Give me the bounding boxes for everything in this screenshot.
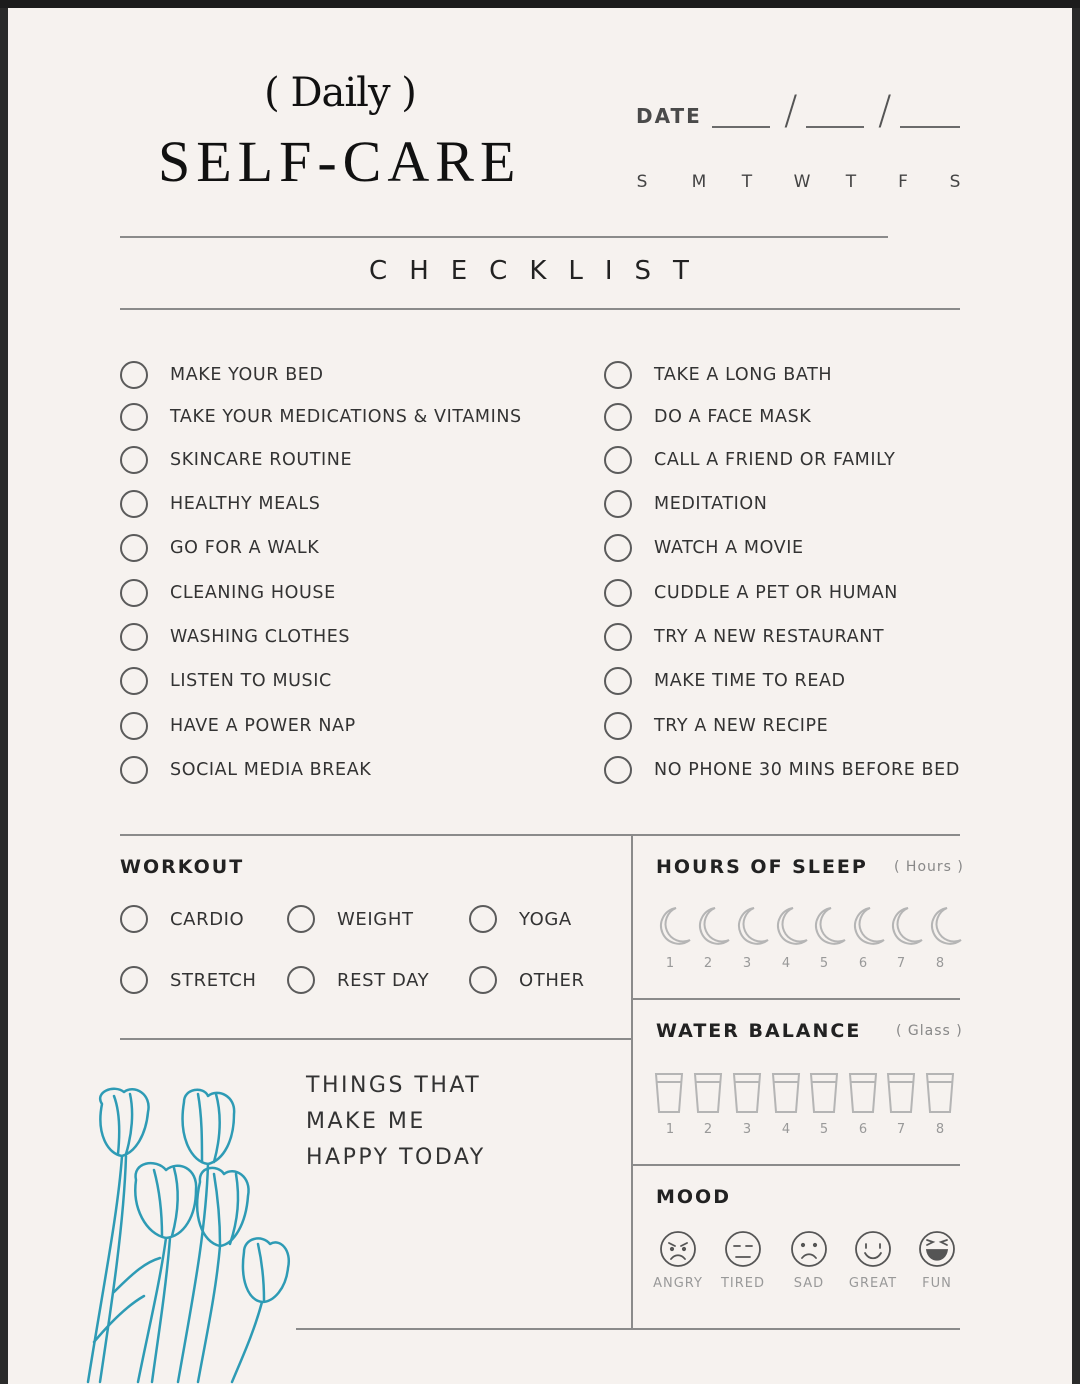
checklist-item[interactable] (120, 755, 371, 785)
checkbox-circle[interactable] (120, 667, 148, 695)
glass-icon (656, 1074, 682, 1112)
moon-icon (739, 908, 768, 944)
title-daily: ( Daily ) (264, 70, 416, 116)
happy-today-heading (306, 1068, 606, 1176)
moon-icon (661, 908, 690, 944)
checkbox-circle[interactable] (120, 403, 148, 431)
mood-label-angry: ANGRY (653, 1276, 703, 1291)
workout-label: STRETCH (170, 969, 257, 991)
workout-label: OTHER (519, 969, 585, 991)
workout-label: CARDIO (170, 908, 245, 930)
checklist-item[interactable] (120, 622, 350, 652)
water-number: 7 (896, 1122, 906, 1137)
checklist-label: LISTEN TO MUSIC (170, 671, 332, 691)
checkbox-circle[interactable] (120, 756, 148, 784)
checklist-label: DO A FACE MASK (654, 407, 812, 427)
checklist-label: MEDITATION (654, 494, 768, 514)
checkbox-circle[interactable] (604, 403, 632, 431)
checklist-item[interactable] (604, 622, 884, 652)
water-number: 8 (935, 1122, 945, 1137)
checkbox-circle[interactable] (604, 446, 632, 474)
date-slash-1: / (784, 88, 798, 134)
date-field-month[interactable] (712, 126, 770, 128)
checklist-item[interactable] (604, 402, 811, 432)
sleep-unit: ( Hours ) (894, 859, 964, 875)
divider-water (632, 1164, 960, 1166)
checkbox-circle[interactable] (120, 579, 148, 607)
sleep-number: 5 (819, 956, 829, 971)
divider-top (120, 236, 888, 238)
window-frame (0, 0, 1080, 8)
sleep-number: 6 (858, 956, 868, 971)
checklist-label: CLEANING HOUSE (170, 583, 336, 603)
moon-icon (700, 908, 729, 944)
mood-title: MOOD (656, 1186, 731, 1208)
checkbox-circle[interactable] (604, 623, 632, 651)
day-monday[interactable]: M (691, 172, 707, 192)
date-slash-2: / (878, 88, 892, 134)
day-tuesday[interactable]: T (741, 172, 753, 192)
workout-option-weight[interactable] (287, 904, 414, 934)
sleep-number: 1 (665, 956, 675, 971)
moon-icon (893, 908, 922, 944)
moon-icon (855, 908, 884, 944)
moon-icon (932, 908, 961, 944)
checkbox-circle[interactable] (604, 756, 632, 784)
checklist-item[interactable] (604, 666, 846, 696)
checkbox-circle[interactable] (604, 667, 632, 695)
checklist-label: CUDDLE A PET OR HUMAN (654, 583, 898, 603)
water-number: 6 (858, 1122, 868, 1137)
happy-notes-area[interactable] (306, 1188, 626, 1318)
checkbox-circle[interactable] (120, 623, 148, 651)
checkbox-circle[interactable] (604, 579, 632, 607)
workout-option-cardio[interactable] (120, 904, 244, 934)
date-field-year[interactable] (900, 126, 960, 128)
sleep-number: 2 (703, 956, 713, 971)
water-number: 3 (742, 1122, 752, 1137)
checkbox-circle[interactable] (604, 534, 632, 562)
checklist-label: SKINCARE ROUTINE (170, 450, 353, 470)
moon-icon (778, 908, 807, 944)
workout-label: WEIGHT (337, 908, 414, 930)
checklist-label: GO FOR A WALK (170, 538, 320, 558)
water-number: 2 (703, 1122, 713, 1137)
glass-icon (734, 1074, 760, 1112)
workout-label: REST DAY (337, 969, 430, 991)
checklist-label: MAKE TIME TO READ (654, 671, 846, 691)
checklist-item[interactable] (120, 666, 332, 696)
glass-icon (927, 1074, 953, 1112)
checklist-item[interactable] (120, 711, 356, 741)
checklist-item[interactable] (604, 445, 895, 475)
checkbox-circle[interactable] (120, 446, 148, 474)
checkbox-circle[interactable] (120, 712, 148, 740)
divider-workout (120, 1038, 632, 1040)
mood-label-fun: FUN (922, 1276, 952, 1291)
checkbox-circle[interactable] (469, 905, 497, 933)
water-number: 1 (665, 1122, 675, 1137)
checklist-label: HEALTHY MEALS (170, 494, 321, 514)
planner-page (8, 8, 1072, 1384)
glass-icon (888, 1074, 914, 1112)
checklist-item[interactable] (604, 360, 832, 390)
checklist-label: TAKE YOUR MEDICATIONS & VITAMINS (170, 407, 522, 427)
glass-icon (811, 1074, 837, 1112)
mood-label-sad: SAD (793, 1276, 825, 1291)
checklist-label: TRY A NEW RECIPE (654, 716, 829, 736)
sleep-number: 3 (742, 956, 752, 971)
mood-label-great: GREAT (848, 1276, 898, 1291)
checklist-title: CHECKLIST (369, 256, 711, 286)
checkbox-circle[interactable] (287, 966, 315, 994)
glass-icon (773, 1074, 799, 1112)
divider-vertical (631, 834, 633, 1330)
date-label: DATE (636, 104, 702, 128)
checkbox-circle[interactable] (120, 905, 148, 933)
day-friday[interactable]: F (898, 172, 908, 192)
divider-sleep (632, 998, 960, 1000)
checklist-item[interactable] (120, 402, 522, 432)
sleep-title: HOURS OF SLEEP (656, 856, 868, 878)
divider-footer (296, 1328, 960, 1330)
page-title: SELF-CARE (158, 129, 522, 194)
divider-checklist (120, 308, 960, 310)
checklist-item[interactable] (604, 755, 960, 785)
day-wednesday[interactable]: W (793, 172, 811, 192)
sleep-number: 7 (896, 956, 906, 971)
tired-face-icon (726, 1232, 760, 1266)
moon-icon (816, 908, 845, 944)
workout-option-yoga[interactable] (469, 904, 572, 934)
checklist-item[interactable] (604, 711, 828, 741)
water-title: WATER BALANCE (656, 1020, 862, 1042)
divider-bottom-section (120, 834, 960, 836)
water-number: 5 (819, 1122, 829, 1137)
checklist-label: WASHING CLOTHES (170, 627, 351, 647)
water-glasses[interactable] (654, 1070, 960, 1116)
checkbox-circle[interactable] (604, 712, 632, 740)
checklist-label: CALL A FRIEND OR FAMILY (654, 450, 896, 470)
checklist-label: WATCH A MOVIE (654, 538, 804, 558)
glass-icon (850, 1074, 876, 1112)
workout-option-other[interactable] (469, 965, 585, 995)
checklist-item[interactable] (120, 578, 336, 608)
water-unit: ( Glass ) (896, 1023, 963, 1039)
checkbox-circle[interactable] (604, 490, 632, 518)
checklist-label: HAVE A POWER NAP (170, 716, 356, 736)
happy-line-3: HAPPY TODAY (306, 1145, 486, 1170)
checklist-item[interactable] (604, 489, 767, 519)
sleep-moons[interactable] (652, 904, 962, 950)
checkbox-circle[interactable] (120, 361, 148, 389)
sleep-number: 4 (781, 956, 791, 971)
checklist-label: MAKE YOUR BED (170, 365, 324, 385)
checklist-item[interactable] (120, 445, 352, 475)
mood-faces[interactable] (658, 1230, 960, 1270)
happy-line-1: THINGS THAT (306, 1073, 482, 1098)
workout-label: YOGA (519, 908, 572, 930)
fun-face-icon (920, 1232, 954, 1266)
workout-option-stretch[interactable] (120, 965, 257, 995)
sad-face-icon (792, 1232, 826, 1266)
workout-title: WORKOUT (120, 856, 245, 878)
checklist-item[interactable] (604, 578, 898, 608)
checkbox-circle[interactable] (120, 534, 148, 562)
checklist-item[interactable] (604, 533, 804, 563)
checkbox-circle[interactable] (604, 361, 632, 389)
checkbox-circle[interactable] (469, 966, 497, 994)
day-sunday[interactable]: S (636, 172, 648, 192)
checklist-label: NO PHONE 30 MINS BEFORE BED (654, 760, 960, 780)
checkbox-circle[interactable] (120, 490, 148, 518)
checklist-label: TRY A NEW RESTAURANT (654, 627, 885, 647)
mood-label-tired: TIRED (720, 1276, 766, 1291)
checkbox-circle[interactable] (120, 966, 148, 994)
checklist-label: SOCIAL MEDIA BREAK (170, 760, 372, 780)
happy-line-2: MAKE ME (306, 1109, 426, 1134)
date-field-day[interactable] (806, 126, 864, 128)
checkbox-circle[interactable] (287, 905, 315, 933)
day-thursday[interactable]: T (845, 172, 857, 192)
water-number: 4 (781, 1122, 791, 1137)
tulip-illustration (74, 1082, 294, 1384)
checklist-item[interactable] (120, 360, 324, 390)
checklist-label: TAKE A LONG BATH (654, 365, 833, 385)
day-saturday[interactable]: S (949, 172, 961, 192)
checklist-item[interactable] (120, 533, 319, 563)
workout-option-rest-day[interactable] (287, 965, 429, 995)
great-face-icon (856, 1232, 890, 1266)
glass-icon (695, 1074, 721, 1112)
sleep-number: 8 (935, 956, 945, 971)
angry-face-icon (661, 1232, 695, 1266)
checklist-item[interactable] (120, 489, 320, 519)
